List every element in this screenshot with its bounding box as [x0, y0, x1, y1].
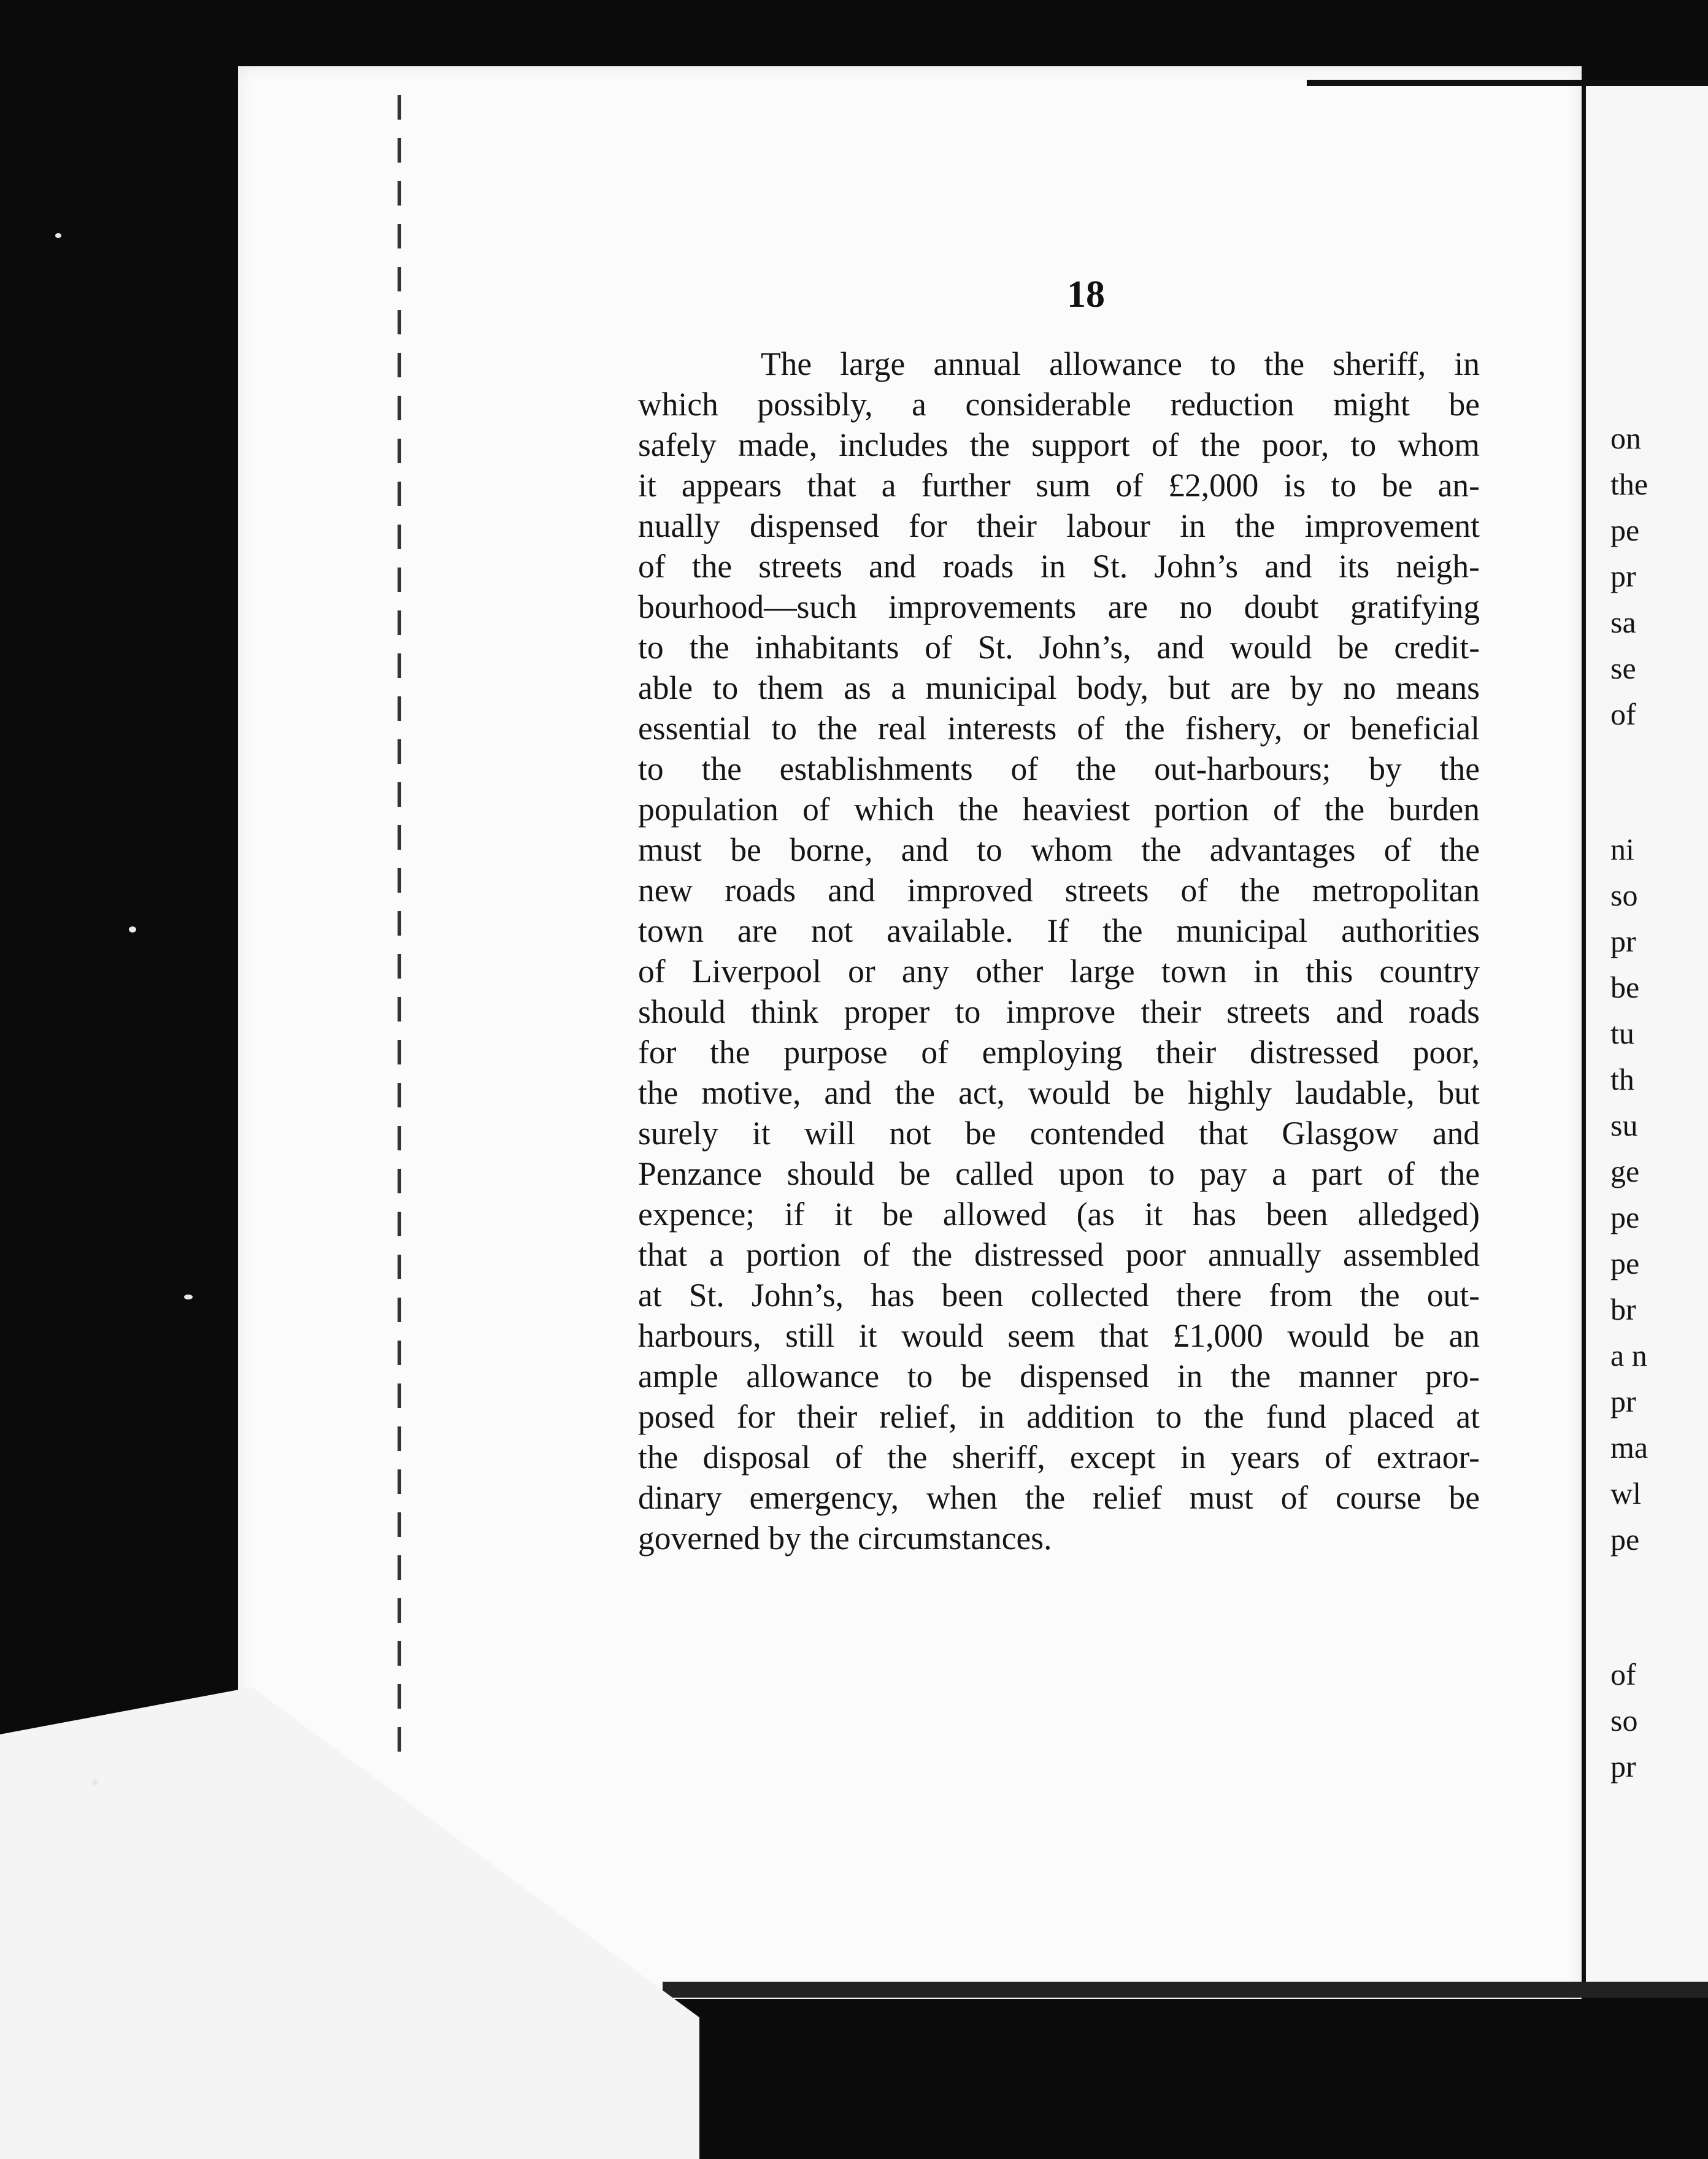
text-line: ample allowance to be dispensed in the manner pro-	[638, 1358, 1480, 1395]
facing-line: sa	[1610, 605, 1636, 639]
facing-line: of	[1610, 697, 1636, 731]
text-line: new roads and improved streets of the metropolitan	[638, 872, 1480, 909]
text-line: of Liverpool or any other large town in this country	[638, 953, 1480, 990]
text-line: able to them as a municipal body, but are by no means	[638, 669, 1480, 706]
facing-line: pe	[1610, 1246, 1640, 1280]
facing-line: br	[1610, 1292, 1636, 1326]
facing-line: wl	[1610, 1476, 1641, 1511]
binding-gutter	[398, 95, 401, 1752]
facing-line: so	[1610, 1703, 1638, 1738]
text-line: expence; if it be allowed (as it has been alledged)	[638, 1196, 1480, 1233]
text-line: for the purpose of employing their distressed poor,	[638, 1034, 1480, 1071]
facing-line: so	[1610, 878, 1638, 912]
text-line: to the inhabitants of St. John’s, and would be credit-	[638, 629, 1480, 666]
facing-line: pe	[1610, 1200, 1640, 1234]
text-line: that a portion of the distressed poor annually assembled	[638, 1236, 1480, 1273]
facing-line: ge	[1610, 1154, 1640, 1188]
page-bottom-edge	[663, 1982, 1708, 1998]
text-line: essential to the real interests of the fishery, or beneficial	[638, 710, 1480, 747]
body-paragraph	[638, 344, 1480, 1558]
scan-speck	[129, 926, 136, 933]
text-line: governed by the circumstances.	[638, 1520, 1052, 1557]
facing-page-text	[1586, 86, 1708, 1994]
text-line: the motive, and the act, would be highly laudable, but	[638, 1074, 1480, 1111]
facing-page	[1583, 86, 1708, 1994]
page-number: 18	[1067, 274, 1105, 315]
scan-speck	[55, 233, 61, 238]
facing-line: pr	[1610, 924, 1636, 958]
text-line: bourhood—such improvements are no doubt gratifying	[638, 588, 1480, 625]
scan-speck	[92, 1779, 98, 1785]
text-line: at St. John’s, has been collected there from the out-	[638, 1277, 1480, 1314]
facing-line: the	[1610, 467, 1648, 501]
text-line: surely it will not be contended that Glasgow and	[638, 1115, 1480, 1152]
text-line: population of which the heaviest portion of the burden	[638, 791, 1480, 828]
facing-line: ma	[1610, 1430, 1648, 1464]
text-line: of the streets and roads in St. John’s and its neigh-	[638, 548, 1480, 585]
text-line: Penzance should be called upon to pay a part of the	[638, 1155, 1480, 1192]
facing-line: ni	[1610, 832, 1634, 866]
page-edge-rule	[1307, 80, 1708, 86]
text-line: town are not available. If the municipal authorities	[638, 912, 1480, 949]
facing-line: pe	[1610, 1522, 1640, 1557]
facing-line: a n	[1610, 1338, 1647, 1372]
facing-line: pr	[1610, 559, 1636, 593]
text-line: to the establishments of the out-harbours; by the	[638, 750, 1480, 787]
text-line: the disposal of the sheriff, except in years of extraor-	[638, 1439, 1480, 1476]
text-line: should think proper to improve their streets and roads	[638, 993, 1480, 1030]
text-line: which possibly, a considerable reduction might be	[638, 386, 1480, 423]
facing-line: on	[1610, 421, 1641, 455]
facing-line: su	[1610, 1108, 1638, 1142]
facing-line: se	[1610, 651, 1636, 685]
text-line: safely made, includes the support of the poor, to whom	[638, 426, 1480, 463]
facing-line: pe	[1610, 513, 1640, 547]
facing-line: be	[1610, 970, 1640, 1004]
scan-speck	[184, 1295, 193, 1299]
facing-line: pr	[1610, 1749, 1636, 1784]
text-line: must be borne, and to whom the advantages of the	[638, 831, 1480, 868]
text-line: dinary emergency, when the relief must of course be	[638, 1479, 1480, 1516]
facing-line: pr	[1610, 1384, 1636, 1418]
text-line: nually dispensed for their labour in the improvement	[638, 507, 1480, 544]
text-line: harbours, still it would seem that £1,000 would be an	[638, 1317, 1480, 1354]
facing-line: tu	[1610, 1016, 1634, 1050]
facing-line: of	[1610, 1657, 1636, 1691]
text-line: The large annual allowance to the sheriff, in	[761, 345, 1480, 382]
text-line: it appears that a further sum of £2,000 is to be an-	[638, 467, 1480, 504]
facing-line: th	[1610, 1062, 1634, 1096]
text-line: posed for their relief, in addition to the fund placed at	[638, 1398, 1480, 1435]
